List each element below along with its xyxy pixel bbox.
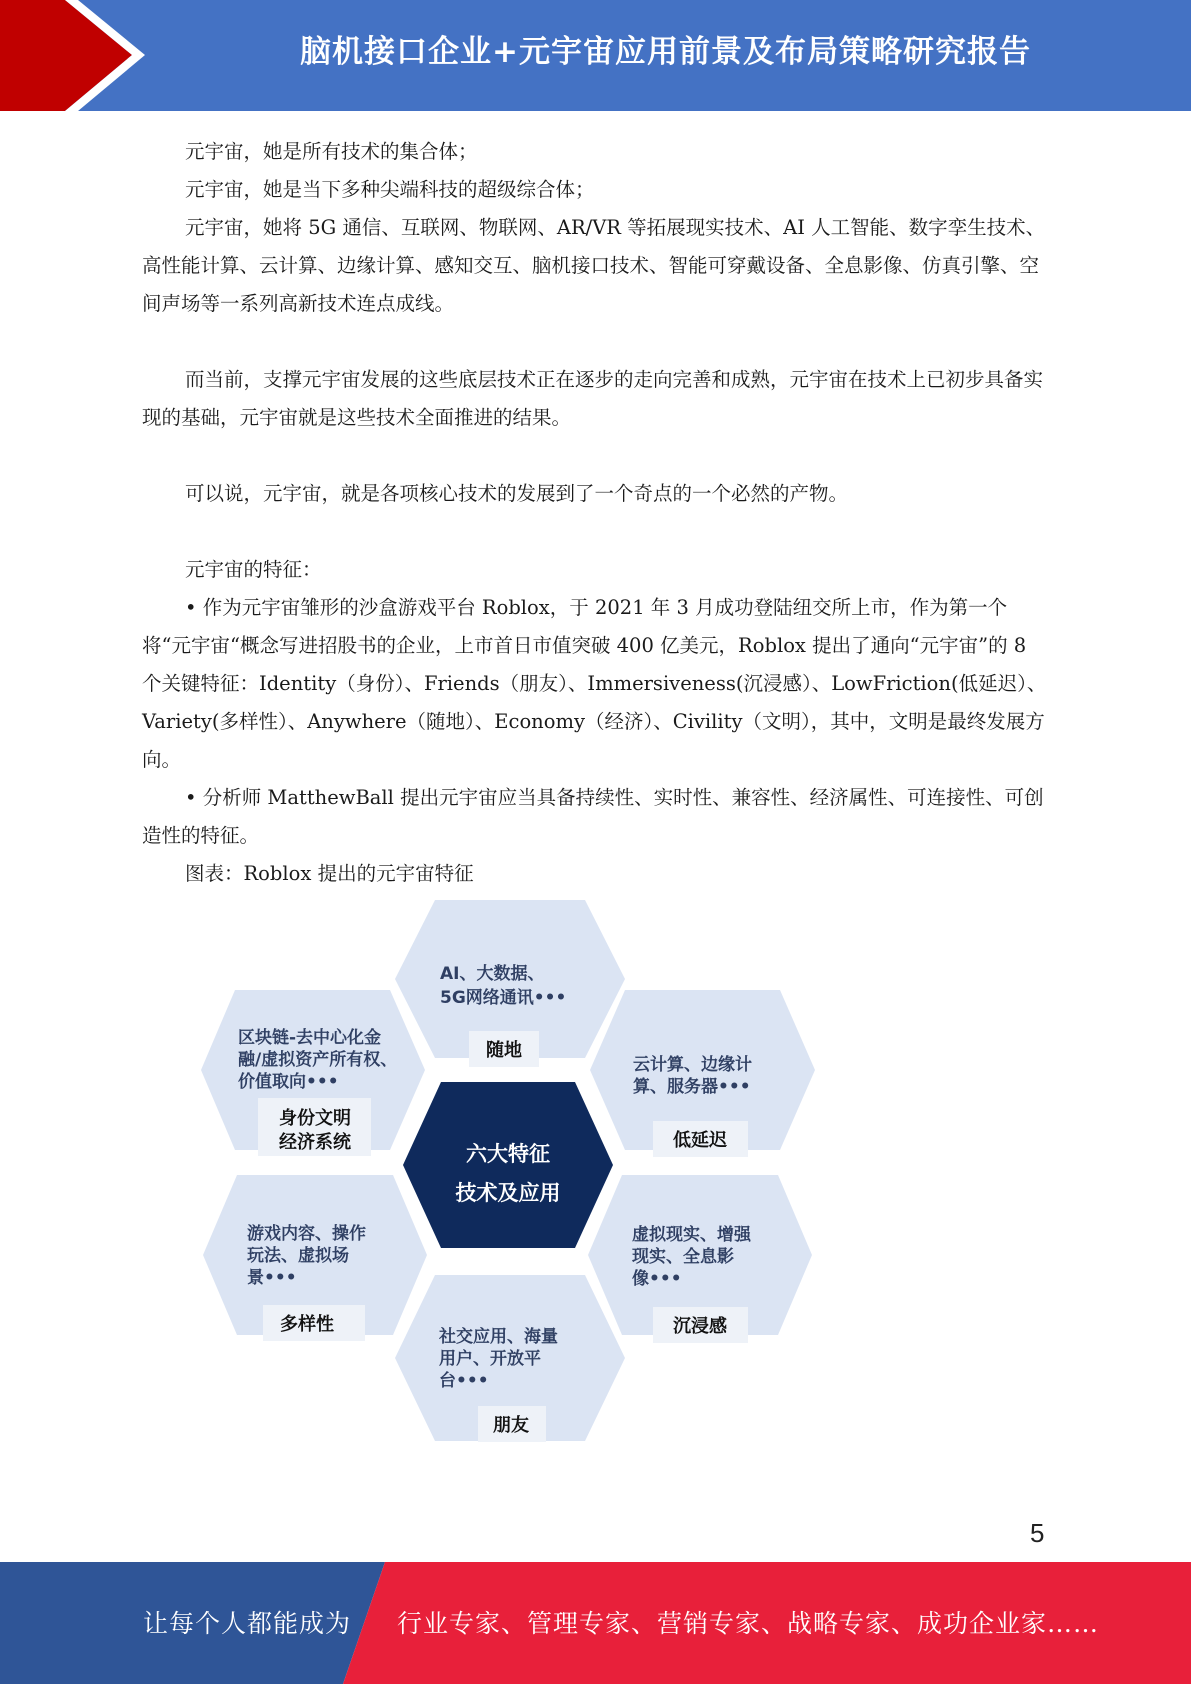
footer-slogan-left: 让每个人都能成为 <box>143 1609 352 1638</box>
bottom-label: 朋友 <box>493 1415 529 1436</box>
center-line-1: 六大特征 <box>466 1142 550 1166</box>
upper-right-desc: 算、服务器••• <box>633 1077 751 1097</box>
upper-left-desc: 价值取向••• <box>238 1072 339 1092</box>
roblox-features-diagram <box>195 895 835 1455</box>
upper-left-label: 身份文明 <box>279 1108 351 1129</box>
page-number: 5 <box>1030 1518 1045 1548</box>
bottom-desc: 台••• <box>439 1371 489 1391</box>
lower-right-desc: 现实、全息影 <box>632 1247 734 1267</box>
bullet-paragraph: • 分析师 MatthewBall 提出元宇宙应当具备持续性、实时性、兼容性、经济属性、可连接性、可创造性的特征。 <box>142 786 1044 847</box>
lower-left-desc: 景••• <box>247 1268 297 1288</box>
header-arrow-decoration <box>0 0 160 111</box>
top-desc: 5G网络通讯••• <box>440 988 567 1008</box>
lower-left-desc: 玩法、虚拟场 <box>247 1246 349 1266</box>
paragraph: 而当前，支撑元宇宙发展的这些底层技术正在逐步的走向完善和成熟，元宇宙在技术上已初步具备实现的基础，元宇宙就是这些技术全面推进的结果。 <box>142 368 1044 429</box>
upper-right-desc: 云计算、边缘计 <box>633 1055 752 1075</box>
footer-slogan-right: 行业专家、管理专家、营销专家、战略专家、成功企业家…… <box>397 1609 1100 1638</box>
lower-left-desc: 游戏内容、操作 <box>247 1224 366 1244</box>
upper-left-desc: 融/虚拟资产所有权、 <box>238 1050 398 1070</box>
lower-right-label: 沉浸感 <box>673 1316 727 1337</box>
top-label: 随地 <box>486 1040 522 1061</box>
footer-band <box>0 1562 1191 1684</box>
paragraph: 元宇宙，她将 5G 通信、互联网、物联网、AR/VR 等拓展现实技术、AI 人工智能、数字孪生技术、高性能计算、云计算、边缘计算、感知交互、脑机接口技术、智能可穿戴设备、全息影像、仿真引擎、空间声场等一系列高新技术连点成线。 <box>142 216 1046 315</box>
bottom-desc: 社交应用、海量 <box>439 1327 558 1347</box>
center-line-2: 技术及应用 <box>455 1181 561 1205</box>
lower-right-desc: 虚拟现实、增强 <box>632 1225 751 1245</box>
header-band <box>0 0 1191 111</box>
top-desc: AI、大数据、 <box>440 964 545 984</box>
upper-left-label: 经济系统 <box>279 1132 351 1153</box>
lower-right-desc: 像••• <box>632 1269 682 1289</box>
bullet-paragraph: • 作为元宇宙雏形的沙盒游戏平台 Roblox，于 2021 年 3 月成功登陆纽交所上市，作为第一个将“元宇宙“概念写进招股书的企业，上市首日市值突破 400 亿美元，Roblox 提出了通向“元宇宙”的 8 个关键特征：Identity（身份）、Friends（朋友）、Immersiveness(沉浸感）、LowFriction(低延迟）、Variety(多样性）、Anywhere（随地）、Economy（经济）、Civility（文明），其中，文明是最终发展方向。 <box>142 596 1047 771</box>
document-title: 脑机接口企业+元宇宙应用前景及布局策略研究报告 <box>300 34 1031 70</box>
paragraph: 元宇宙，她是所有技术的集合体； <box>185 140 478 163</box>
paragraph: 可以说，元宇宙，就是各项核心技术的发展到了一个奇点的一个必然的产物。 <box>185 482 849 505</box>
body-text <box>142 133 1047 893</box>
upper-right-label: 低延迟 <box>673 1130 727 1151</box>
upper-left-desc: 区块链-去中心化金 <box>238 1028 382 1048</box>
figure-caption: 图表：Roblox 提出的元宇宙特征 <box>185 862 474 885</box>
lower-left-label: 多样性 <box>280 1314 334 1335</box>
paragraph: 元宇宙，她是当下多种尖端科技的超级综合体； <box>185 178 595 201</box>
section-heading: 元宇宙的特征： <box>185 558 322 581</box>
bottom-desc: 用户、开放平 <box>439 1349 541 1369</box>
